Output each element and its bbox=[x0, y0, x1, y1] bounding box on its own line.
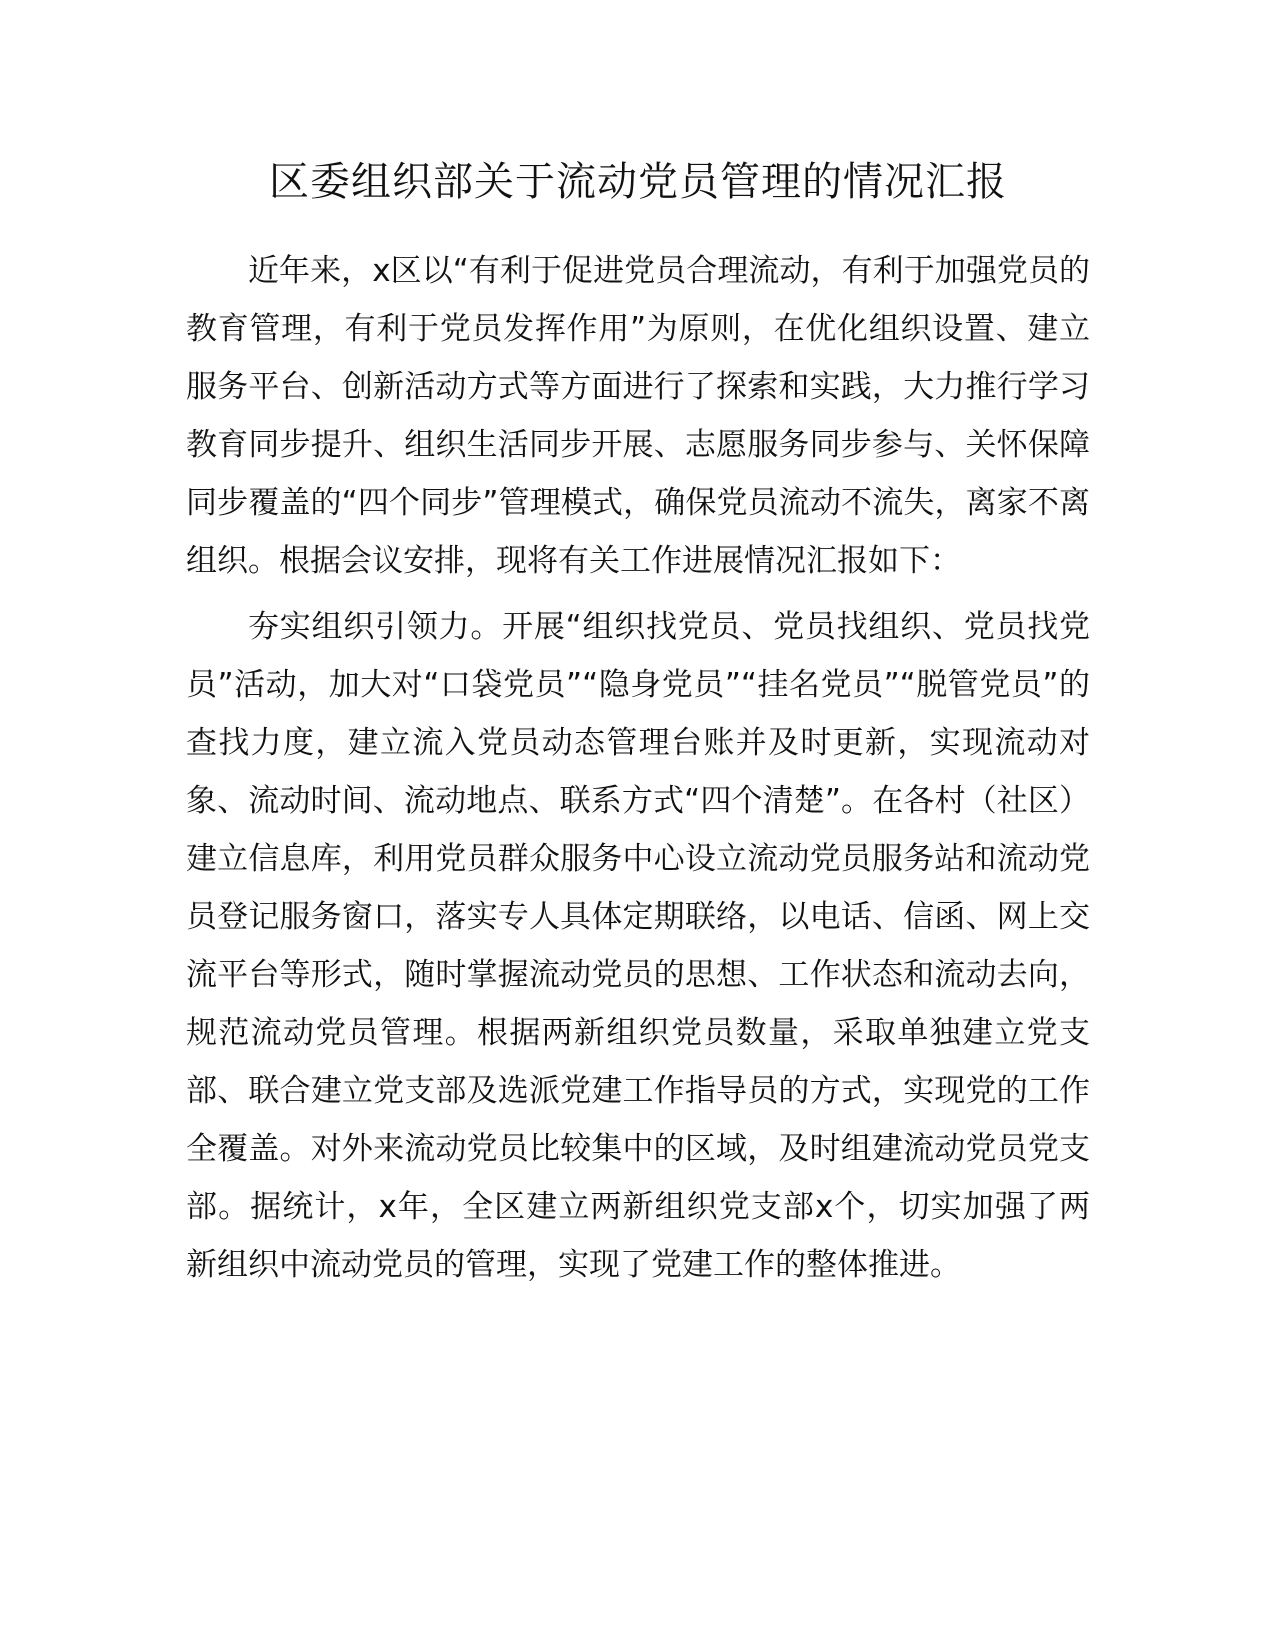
document-title: 区委组织部关于流动党员管理的情况汇报 bbox=[269, 159, 1007, 205]
paragraph-organization-leadership: 夯实组织引领力。开展“组织找党员、党员找组织、党员找党员”活动，加大对“口袋党员”“隐身党员”“挂名党员”“脱管党员”的查找力度，建立流入党员动态管理台账并及时更新，实现流动对象、流动时间、流动地点、联系方式“四个清楚”。在各村（社区）建立信息库，利用党员群众服务中心设立流动党员服务站和流动党员登记服务窗口，落实专人具体定期联络，以电话、信函、网上交流平台等形式，随时掌握流动党员的思想、工作状态和流动去向，规范流动党员管理。根据两新组织党员数量，采取单独建立党支部、联合建立党支部及选派党建工作指导员的方式，实现党的工作全覆盖。对外来流动党员比较集中的区域，及时组建流动党员党支部。据统计，x年，全区建立两新组织党支部x个，切实加强了两新组织中流动党员的管理，实现了党建工作的整体推进。 bbox=[186, 609, 1090, 1283]
document-page bbox=[186, 140, 1090, 1294]
paragraph-intro: 近年来，x区以“有利于促进党员合理流动，有利于加强党员的教育管理，有利于党员发挥作用”为原则，在优化组织设置、建立服务平台、创新活动方式等方面进行了探索和实践，大力推行学习教育同步提升、组织生活同步开展、志愿服务同步参与、关怀保障同步覆盖的“四个同步”管理模式，确保党员流动不流失，离家不离组织。根据会议安排，现将有关工作进展情况汇报如下： bbox=[186, 253, 1090, 579]
